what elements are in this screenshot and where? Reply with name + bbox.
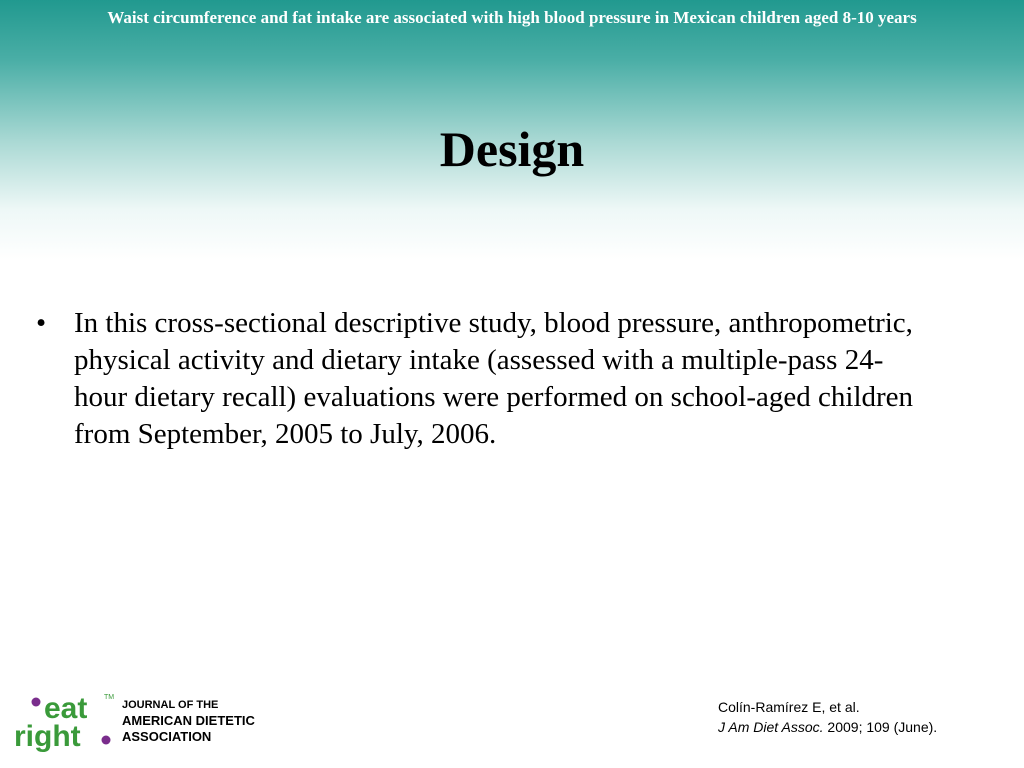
bullet-text: In this cross-sectional descriptive study, blood pressure, anthropometric, physical activity and dietary intake (assessed with a multiple-pass 24-hour dietary recall) evaluations were performed on school-aged children from September, 2005 to July, 2006. — [74, 307, 914, 450]
header-title: Waist circumference and fat intake are associated with high blood pressure in Mexican children aged 8-10 years — [107, 8, 917, 27]
citation-journal: J Am Diet Assoc. — [718, 719, 824, 735]
bullet-item — [36, 305, 936, 453]
journal-line1: JOURNAL OF THE — [122, 699, 219, 711]
citation-authors: Colín-Ramírez E, et al. — [718, 699, 860, 715]
logo-trademark: TM — [104, 694, 115, 701]
slide-title: Design — [439, 121, 585, 177]
bullet-marker: • — [36, 307, 47, 339]
logo-dot-icon — [102, 736, 111, 745]
logo-dot-icon — [32, 698, 41, 707]
citation-details: 2009; 109 (June). — [823, 719, 938, 735]
eatright-logo — [14, 690, 124, 752]
citation-source — [718, 717, 937, 737]
bullet-list — [36, 305, 936, 453]
logo-line2: right — [14, 720, 81, 752]
logo-line1: eat — [44, 692, 88, 725]
journal-name — [122, 697, 255, 745]
citation — [718, 697, 937, 737]
journal-line2: AMERICAN DIETETIC — [122, 713, 255, 728]
journal-line3: ASSOCIATION — [122, 729, 212, 744]
